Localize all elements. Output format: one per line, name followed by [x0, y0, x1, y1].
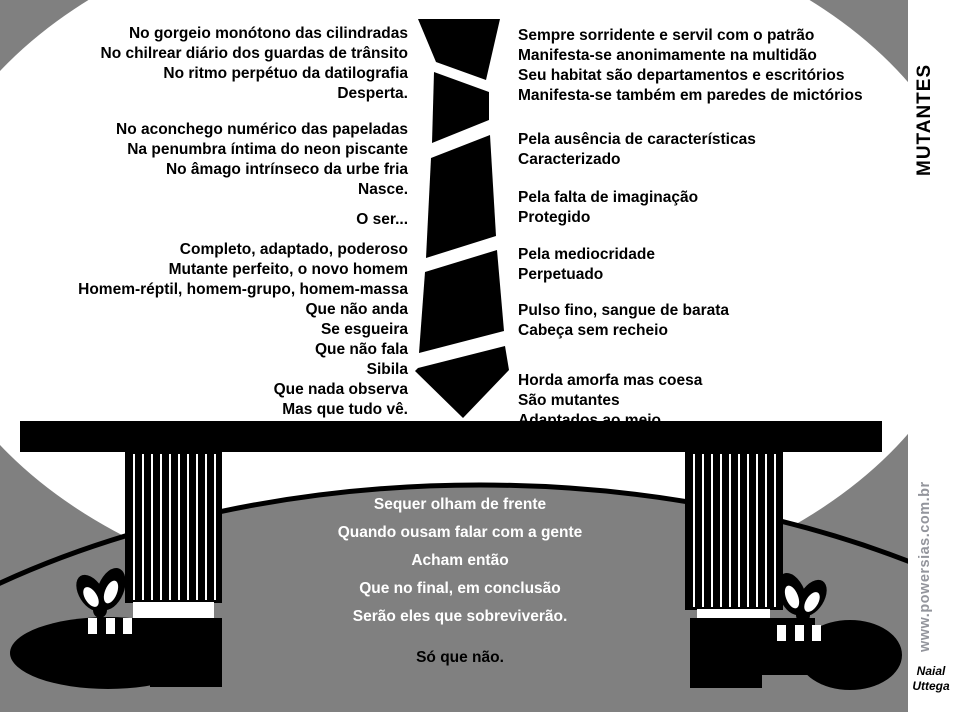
poem-stanza — [40, 210, 408, 230]
poem-line: Homem-réptil, homem-grupo, homem-massa — [78, 281, 408, 298]
poem-line: No aconchego numérico das papeladas — [116, 121, 408, 138]
poem-line: No ritmo perpétuo da datilografia — [163, 65, 408, 82]
author-credit-line: Uttega — [912, 679, 950, 693]
poem-line: Que no final, em conclusão — [359, 580, 561, 597]
poem-stanza — [518, 130, 890, 170]
poem-line: Serão eles que sobreviverão. — [352, 608, 568, 625]
poem-closing-line: Só que não. — [416, 649, 504, 666]
poem-line: No âmago intrínseco da urbe fria — [165, 161, 408, 178]
poem-line: Sequer olham de frente — [373, 496, 547, 513]
left-poem-column — [40, 24, 408, 420]
poem-line: Manifesta-se anonimamente na multidão — [518, 47, 817, 64]
poem-stanza — [518, 188, 890, 228]
poem-stanza — [40, 240, 408, 420]
poem-line: Desperta. — [337, 85, 408, 102]
right-poem-column — [518, 26, 890, 431]
poem-line: Que nada observa — [273, 381, 408, 398]
poem-stanza — [518, 26, 890, 106]
right-trouser-leg — [685, 452, 783, 624]
left-shoe-laces — [88, 618, 132, 634]
poem-line: Que não fala — [314, 341, 408, 358]
poem-line: Horda amorfa mas coesa — [518, 372, 703, 389]
bottom-margin-strip — [0, 712, 960, 720]
poem-line: Mutante perfeito, o novo homem — [168, 261, 408, 278]
poem-stanza — [518, 245, 890, 285]
poem-line: São mutantes — [518, 392, 620, 409]
poem-line: Na penumbra íntima do neon piscante — [127, 141, 408, 158]
poem-line: Acham então — [411, 552, 509, 569]
poem-line: Sibila — [366, 361, 408, 378]
poem-line: Sempre sorridente e servil com o patrão — [518, 27, 815, 44]
poem-line: Pulso fino, sangue de barata — [518, 302, 730, 319]
poem-line: Pela falta de imaginação — [518, 189, 699, 206]
poem-line: Manifesta-se também em paredes de mictórios — [518, 87, 863, 104]
poem-line: Que não anda — [305, 301, 408, 318]
poem-line: O ser... — [356, 211, 408, 228]
left-trouser-cuff — [133, 602, 214, 618]
right-shoe-laces — [777, 625, 821, 641]
left-shoe — [10, 617, 222, 689]
poem-line: Protegido — [518, 209, 591, 226]
poem-line: Adaptados ao meio. — [518, 412, 666, 429]
poem-stanza — [40, 120, 408, 200]
ink-dot — [692, 681, 696, 685]
website-url-vertical: www.powersias.com.br — [917, 481, 933, 652]
dome-poem-column — [250, 496, 670, 677]
poem-stanza — [40, 24, 408, 104]
poem-line: Completo, adaptado, poderoso — [179, 241, 408, 258]
poem-line: Pela mediocridade — [518, 246, 655, 263]
poem-line: Caracterizado — [518, 151, 621, 168]
poem-stanza — [518, 301, 890, 341]
poem-stanza — [518, 371, 890, 431]
poem-line: Seu habitat são departamentos e escritórios — [518, 67, 845, 84]
author-credit-line: Naial — [916, 664, 946, 678]
author-credit — [903, 664, 959, 694]
poem-line: Nasce. — [358, 181, 408, 198]
poem-line: Se esgueira — [320, 321, 408, 338]
left-trouser-leg — [125, 452, 222, 618]
poem-line: Perpetuado — [518, 266, 604, 283]
poem-line: No chilrear diário dos guardas de trânsito — [100, 45, 408, 62]
poem-line: Mas que tudo vê. — [282, 401, 408, 418]
poem-line: Pela ausência de características — [518, 131, 756, 148]
poem-line: No gorgeio monótono das cilindradas — [128, 25, 408, 42]
poem-line: Cabeça sem recheio — [518, 322, 668, 339]
poster-title-vertical: MUTANTES — [914, 63, 935, 176]
poem-line: Quando ousam falar com a gente — [337, 524, 583, 541]
